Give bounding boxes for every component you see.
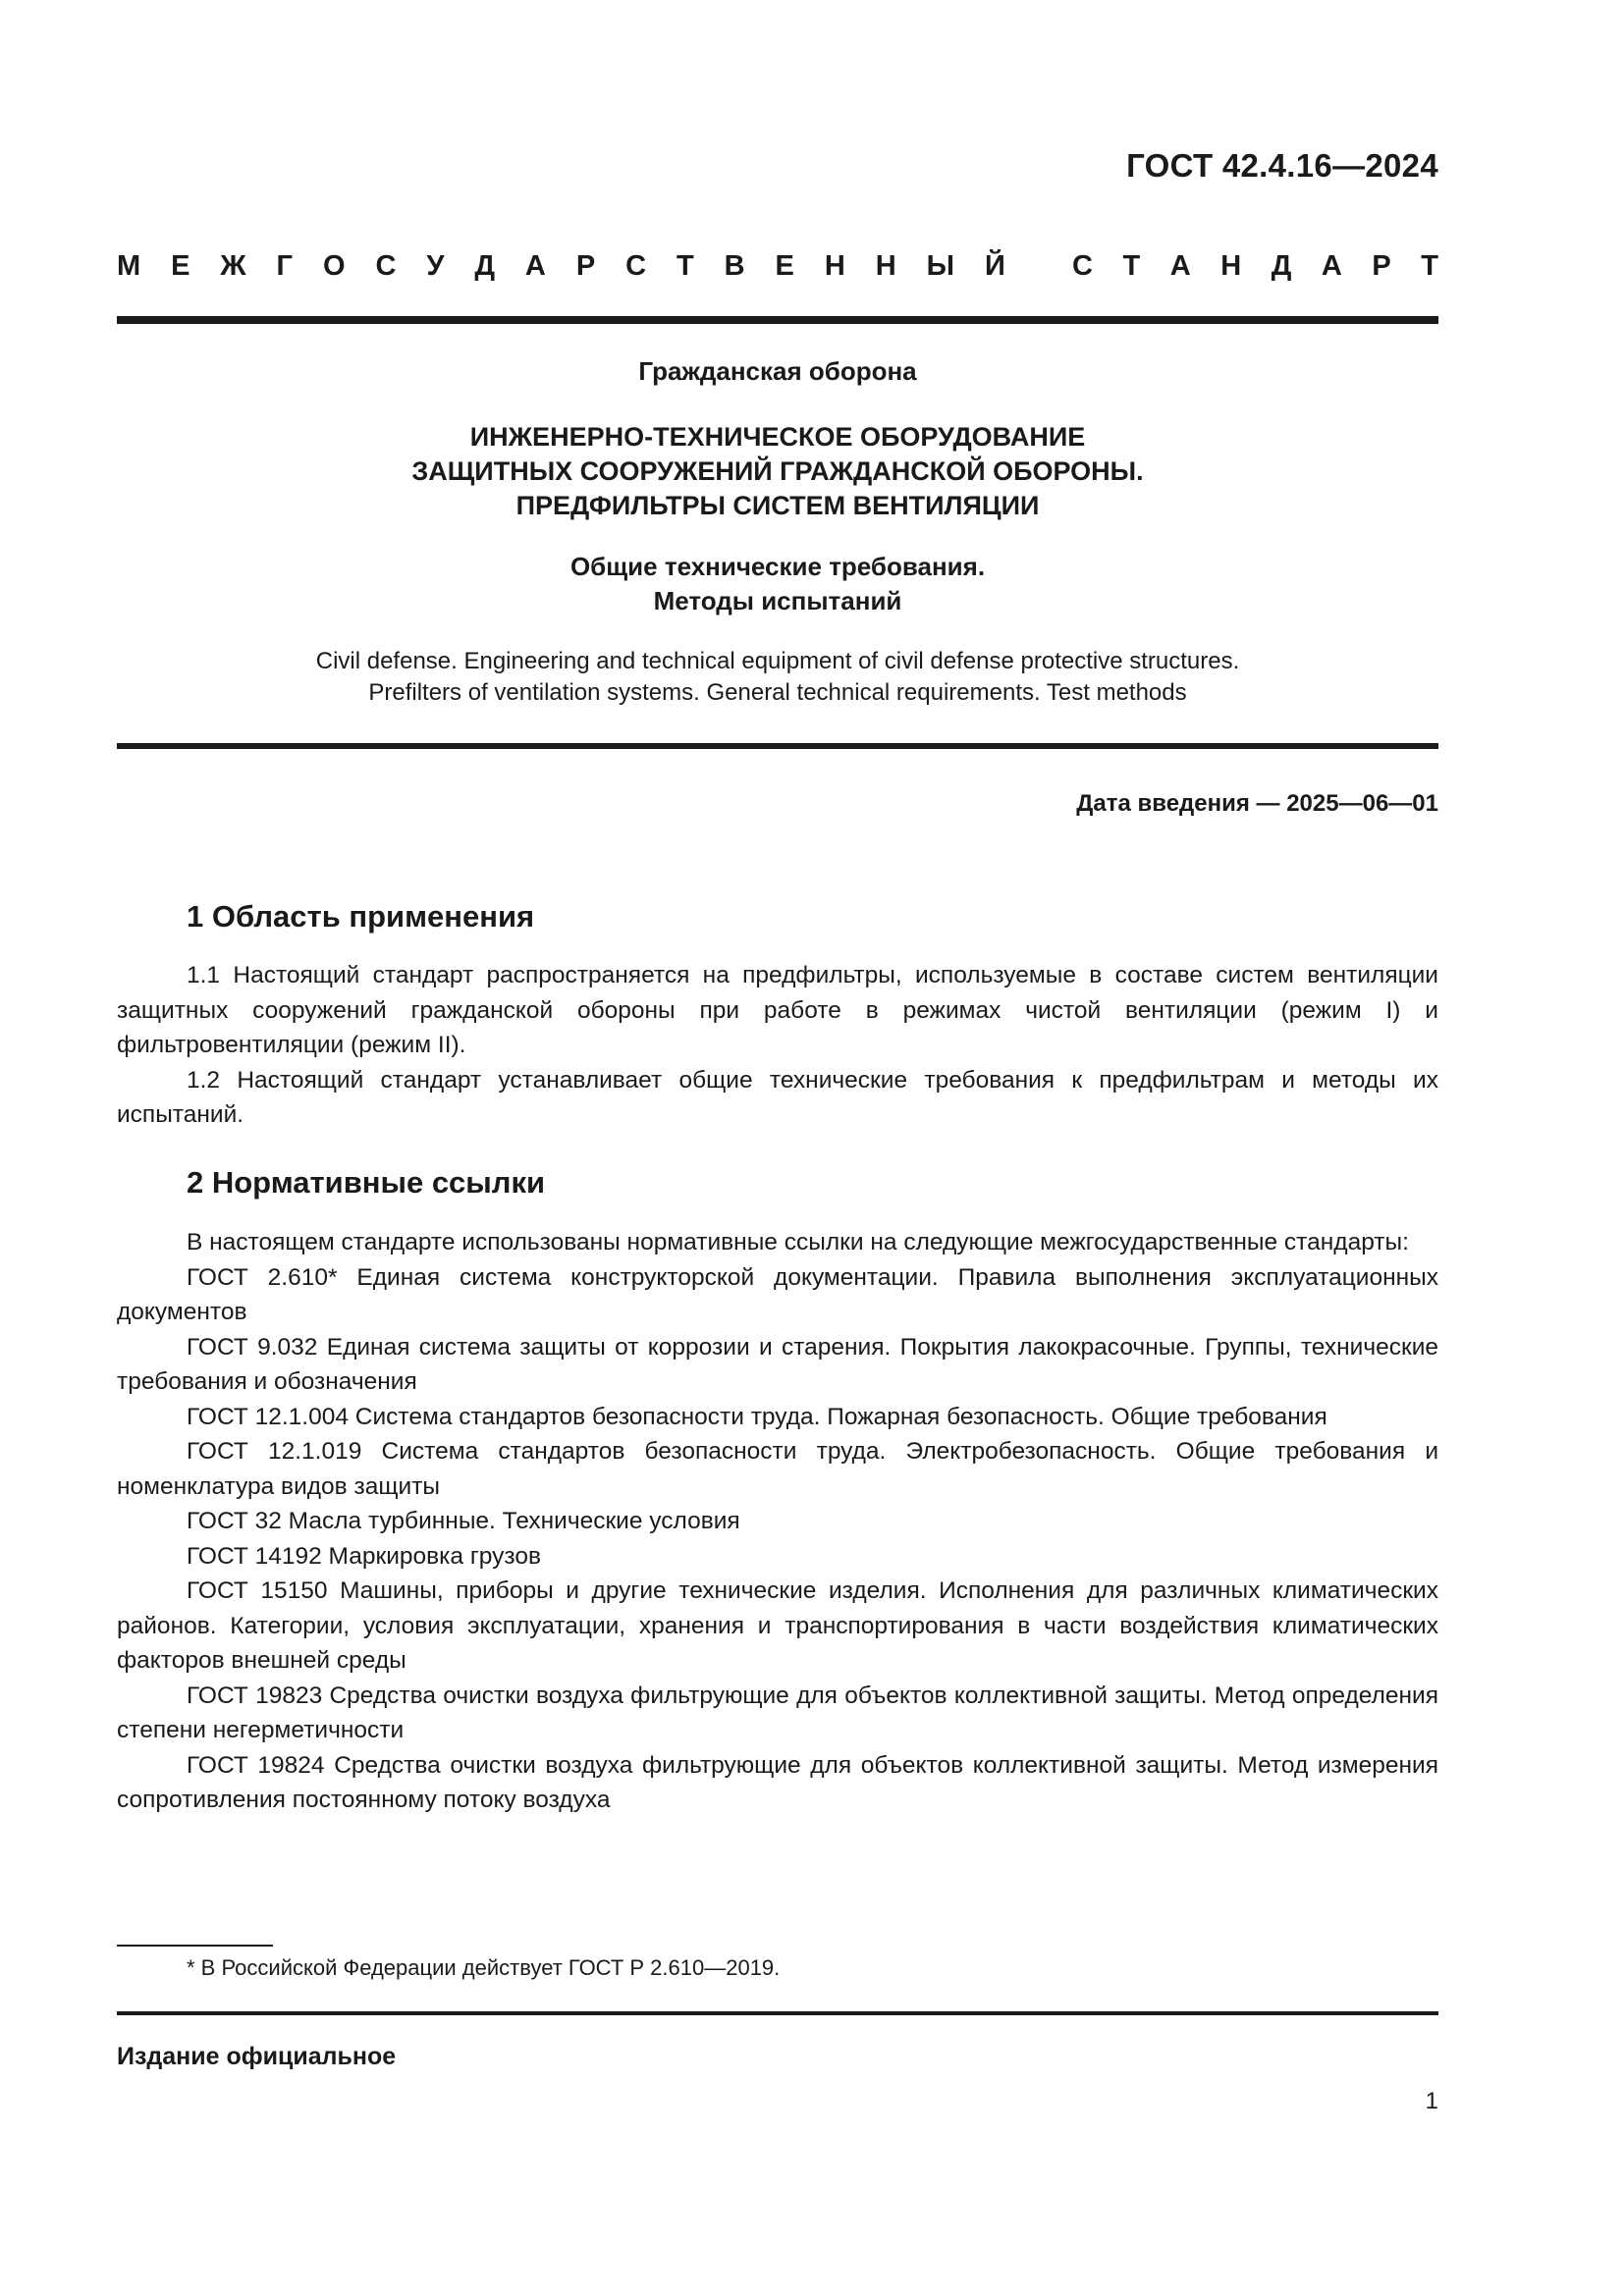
- title-letter: А: [524, 250, 546, 282]
- section-scope-body: [117, 958, 1438, 1133]
- reference-item: ГОСТ 15150 Машины, приборы и другие технические изделия. Исполнения для различных климатических районов. Категории, условия эксплуатации, хранения и транспортирования в части воздействия климатических факторов внешней среды: [117, 1577, 1438, 1674]
- title-letter: О: [322, 250, 346, 282]
- document-category: Гражданская оборона: [638, 356, 917, 386]
- paragraph: 1.1 Настоящий стандарт распространяется на предфильтры, используемые в составе систем вентиляции защитных сооружений гражданской обороны при работе в режимах чистой вентиляции (режим I) и фильтровентиляции (режим II).: [117, 962, 1438, 1058]
- title-letter: Ж: [220, 250, 246, 282]
- title-letter: Е: [775, 250, 794, 282]
- document-title: [117, 420, 1438, 523]
- paragraph: 1.2 Настоящий стандарт устанавливает общие технические требования к предфильтрам и методы их испытаний.: [117, 1066, 1438, 1128]
- page-number: 1: [1425, 2088, 1438, 2114]
- title-letter: С: [1072, 250, 1093, 282]
- footnote: * В Российской Федерации действует ГОСТ Р 2.610—2019.: [187, 1955, 781, 1980]
- document-number: ГОСТ 42.4.16—2024: [1126, 147, 1438, 184]
- reference-item: ГОСТ 9.032 Единая система защиты от коррозии и старения. Покрытия лакокрасочные. Группы, технические требования и обозначения: [117, 1333, 1438, 1395]
- english-title: [117, 646, 1438, 709]
- title-letter: Д: [1271, 250, 1292, 282]
- title-block-rule: [117, 743, 1438, 749]
- title-letter: Ы: [926, 250, 954, 282]
- title-letter: Н: [1220, 250, 1242, 282]
- reference-item: ГОСТ 12.1.004 Система стандартов безопасности труда. Пожарная безопасность. Общие требования: [187, 1403, 1327, 1430]
- title-letter: С: [375, 250, 397, 282]
- title-letter: В: [724, 250, 745, 282]
- title-letter: Т: [676, 250, 694, 282]
- english-title-line: Prefilters of ventilation systems. General technical requirements. Test methods: [368, 679, 1187, 706]
- section-references-body: [117, 1225, 1438, 1818]
- document-subtitle: [117, 550, 1438, 618]
- title-letter: С: [625, 250, 647, 282]
- subtitle-line: Методы испытаний: [653, 586, 902, 615]
- introduction-date: Дата введения — 2025—06—01: [1076, 790, 1438, 817]
- standard-type-heading: [117, 250, 1438, 283]
- paragraph: В настоящем стандарте использованы нормативные ссылки на следующие межгосударственные стандарты:: [187, 1229, 1409, 1255]
- title-letter: Н: [875, 250, 896, 282]
- reference-item: ГОСТ 12.1.019 Система стандартов безопасности труда. Электробезопасность. Общие требования и номенклатура видов защиты: [117, 1438, 1438, 1500]
- reference-item: ГОСТ 32 Масла турбинные. Технические условия: [187, 1508, 740, 1534]
- title-letter: Р: [1372, 250, 1391, 282]
- title-line: ПРЕДФИЛЬТРЫ СИСТЕМ ВЕНТИЛЯЦИИ: [515, 491, 1040, 520]
- title-letter: Й: [984, 250, 1005, 282]
- english-title-line: Civil defense. Engineering and technical equipment of civil defense protective structures.: [315, 648, 1240, 674]
- title-letter: Т: [1122, 250, 1141, 282]
- title-letter: Г: [276, 250, 293, 282]
- section-heading-normative-references: 2 Нормативные ссылки: [187, 1165, 546, 1200]
- section-heading-scope: 1 Область применения: [187, 899, 535, 934]
- title-letter: Т: [1421, 250, 1438, 282]
- title-letter: Р: [575, 250, 596, 282]
- edition-label: Издание официальное: [117, 2043, 397, 2070]
- reference-item: ГОСТ 19824 Средства очистки воздуха фильтрующие для объектов коллективной защиты. Метод измерения сопротивления постоянному потоку воздуха: [117, 1751, 1438, 1813]
- title-letter: Е: [171, 250, 190, 282]
- reference-item: ГОСТ 19823 Средства очистки воздуха фильтрующие для объектов коллективной защиты. Метод определения степени негерметичности: [117, 1682, 1438, 1743]
- footnote-separator: [117, 1945, 273, 1947]
- title-letter: Н: [824, 250, 845, 282]
- title-line: ИНЖЕНЕРНО-ТЕХНИЧЕСКОЕ ОБОРУДОВАНИЕ: [469, 422, 1086, 452]
- title-letter: А: [1321, 250, 1342, 282]
- title-letter: А: [1169, 250, 1191, 282]
- title-letter: Д: [474, 250, 495, 282]
- subtitle-line: Общие технические требования.: [569, 552, 986, 581]
- header-rule: [117, 316, 1438, 324]
- title-line: ЗАЩИТНЫХ СООРУЖЕНИЙ ГРАЖДАНСКОЙ ОБОРОНЫ.: [411, 456, 1144, 486]
- title-letter: М: [117, 250, 141, 282]
- standard-type-word-interstate: [117, 250, 1005, 283]
- title-letter: У: [426, 250, 445, 282]
- reference-item: ГОСТ 14192 Маркировка грузов: [187, 1542, 541, 1570]
- footer-rule: [117, 2011, 1438, 2015]
- reference-item: ГОСТ 2.610* Единая система конструкторской документации. Правила выполнения эксплуатационных документов: [117, 1263, 1438, 1325]
- standard-type-word-standard: [1072, 250, 1438, 283]
